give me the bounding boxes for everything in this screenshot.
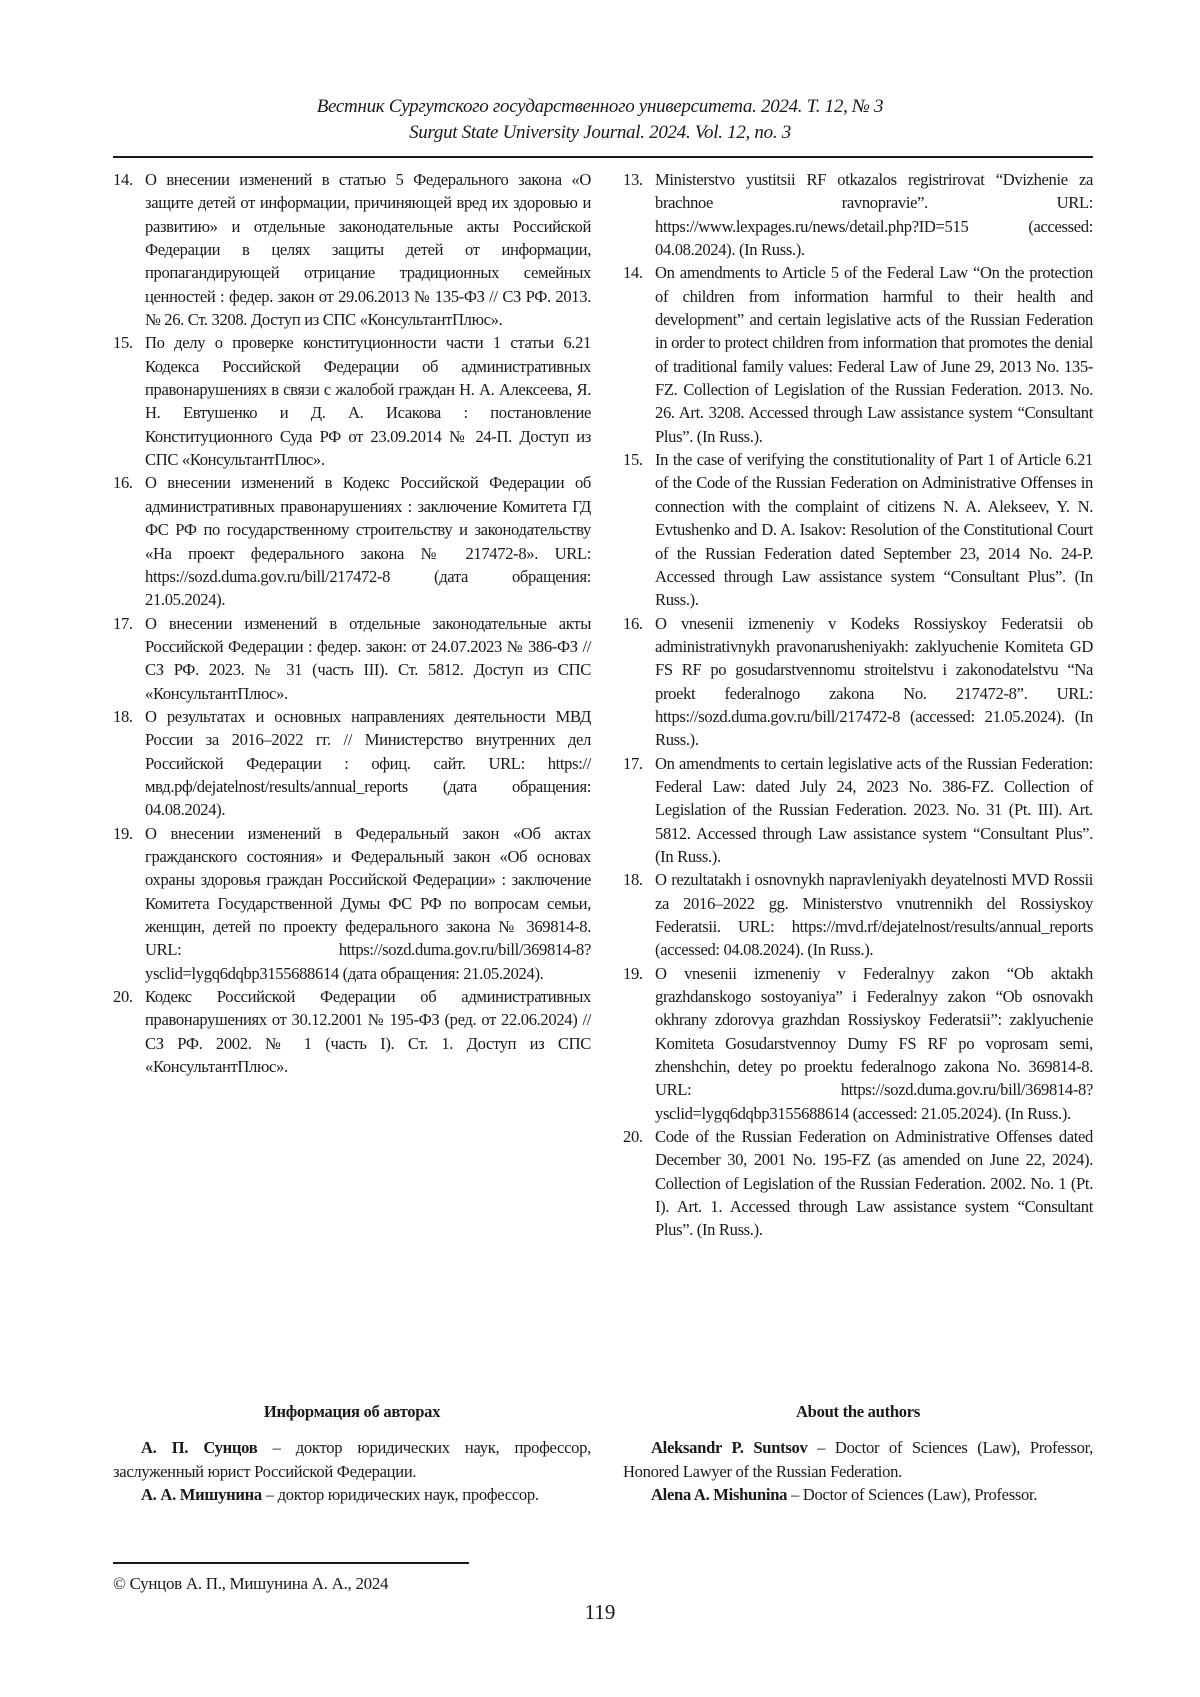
reference-item — [113, 168, 591, 331]
reference-number: 14. — [113, 168, 145, 331]
reference-number: 16. — [113, 471, 145, 611]
reference-text: Ministerstvo yustitsii RF otkazalos registrirovat “Dvizhenie za brachnoe ravnopravie”. URL: https://www.lexpages.ru/news/detail.php?ID=515 (accessed: 04.08.2024). (In Russ.). — [655, 168, 1093, 261]
reference-item — [623, 448, 1093, 611]
reference-text: On amendments to certain legislative acts of the Russian Federation: Federal Law: dated July 24, 2023 No. 386-FZ. Collection of Legislation of the Russian Federation. 2023. No. 31 (Pt. III). Art. 5812. Accessed through Law assistance system “Consultant Plus”. (In Russ.). — [655, 752, 1093, 869]
author-entry — [113, 1436, 591, 1483]
reference-number: 19. — [113, 822, 145, 985]
reference-item — [113, 331, 591, 471]
reference-text: О внесении изменений в статью 5 Федерального закона «О защите детей от информации, причиняющей вред их здоровью и развитию» и отдельные законодательные акты Российской Федерации в целях защиты детей от информации, пропагандирующей отрицание традиционных семейных ценностей : федер. закон от 29.06.2013 № 135-ФЗ // СЗ РФ. 2013. № 26. Ст. 3208. Доступ из СПС «КонсультантПлюс». — [145, 168, 591, 331]
reference-item — [113, 705, 591, 822]
reference-number: 18. — [623, 868, 655, 961]
reference-item — [113, 612, 591, 705]
reference-item — [623, 261, 1093, 448]
authors-heading-ru: Информация об авторах — [113, 1400, 591, 1423]
author-description: – Doctor of Sciences (Law), Professor. — [787, 1485, 1037, 1504]
author-description: – доктор юридических наук, профессор, заслуженный юрист Российской Федерации. — [113, 1438, 591, 1480]
reference-item — [623, 752, 1093, 869]
reference-number: 15. — [113, 331, 145, 471]
reference-number: 20. — [623, 1125, 655, 1242]
journal-title-en: Surgut State University Journal. 2024. Vol. 12, no. 3 — [0, 120, 1200, 146]
reference-number: 16. — [623, 612, 655, 752]
reference-number: 15. — [623, 448, 655, 611]
author-description: – Doctor of Sciences (Law), Professor, Honored Lawyer of the Russian Federation. — [623, 1438, 1093, 1480]
authors-heading-en: About the authors — [623, 1400, 1093, 1423]
reference-text: O rezultatakh i osnovnykh napravleniyakh deyatelnosti MVD Rossii za 2016–2022 gg. Ministerstvo vnutrennikh del Rossiyskoy Federatsii. URL: https://mvd.rf/dejatelnost/results/annual_reports (accessed: 04.08.2024). (In Russ.). — [655, 868, 1093, 961]
header-rule — [113, 156, 1093, 158]
authors-info-en — [623, 1400, 1093, 1506]
reference-number: 20. — [113, 985, 145, 1078]
reference-item — [113, 471, 591, 611]
reference-text: О внесении изменений в Кодекс Российской Федерации об административных правонарушениях : заключение Комитета ГД ФС РФ по государственному строительству и законодательству «На проект федерального закона № 217472-8». URL: https://sozd.duma.gov.ru/bill/217472-8 (дата обращения: 21.05.2024). — [145, 471, 591, 611]
copyright-note: © Сунцов А. П., Мишунина А. А., 2024 — [113, 1574, 388, 1594]
reference-item — [113, 985, 591, 1078]
reference-item — [623, 168, 1093, 261]
reference-text: Кодекс Российской Федерации об административных правонарушениях от 30.12.2001 № 195-ФЗ (ред. от 22.06.2024) // СЗ РФ. 2002. № 1 (часть I). Ст. 1. Доступ из СПС «КонсультантПлюс». — [145, 985, 591, 1078]
reference-text: По делу о проверке конституционности части 1 статьи 6.21 Кодекса Российской Федерации об административных правонарушениях в связи с жалобой граждан Н. А. Алексеева, Я. Н. Евтушенко и Д. А. Исакова : постановление Конституционного Суда РФ от 23.09.2014 № 24-П. Доступ из СПС «КонсультантПлюс». — [145, 331, 591, 471]
reference-item — [623, 868, 1093, 961]
running-header — [0, 94, 1200, 146]
reference-text: O vnesenii izmeneniy v Kodeks Rossiyskoy Federatsii ob administrativnykh pravonarusheniyakh: zaklyuchenie Komiteta GD FS RF po gosudarstvennomu stroitelstvu i zakonodatelstvu “Na proekt federalnogo zakona No. 217472-8”. URL: https://sozd.duma.gov.ru/bill/217472-8 (accessed: 21.05.2024). (In Russ.). — [655, 612, 1093, 752]
reference-text: О внесении изменений в Федеральный закон «Об актах гражданского состояния» и Федеральный закон «Об основах охраны здоровья граждан Российской Федерации» : заключение Комитета Государственной Думы ФС РФ по вопросам семьи, женщин, детей по проекту федерального закона № 369814-8. URL: https://sozd.duma.gov.ru/bill/369814-8?ysclid=lygq6dqbp3155688614 (дата обращения: 21.05.2024). — [145, 822, 591, 985]
reference-number: 17. — [113, 612, 145, 705]
author-entry — [113, 1483, 591, 1506]
reference-text: In the case of verifying the constitutionality of Part 1 of Article 6.21 of the Code of the Russian Federation on Administrative Offenses in connection with the complaint of citizens N. A. Alekseev, Y. N. Evtushenko and D. A. Isakov: Resolution of the Constitutional Court of the Russian Federation dated September 23, 2014 No. 24-P. Accessed through Law assistance system “Consultant Plus”. (In Russ.). — [655, 448, 1093, 611]
reference-number: 14. — [623, 261, 655, 448]
journal-title-ru: Вестник Сургутского государственного университета. 2024. Т. 12, № 3 — [0, 94, 1200, 120]
page-number: 119 — [0, 1600, 1200, 1625]
footnote-rule — [113, 1562, 469, 1564]
author-name: А. П. Сунцов — [141, 1438, 257, 1457]
author-name: Alena A. Mishunina — [651, 1485, 787, 1504]
reference-item — [623, 1125, 1093, 1242]
references-ru — [113, 168, 591, 1078]
reference-text: О результатах и основных направлениях деятельности МВД России за 2016–2022 гг. // Министерство внутренних дел Российской Федерации : офиц. сайт. URL: https://мвд.рф/dejatelnost/results/annual_reports (дата обращения: 04.08.2024). — [145, 705, 591, 822]
reference-number: 17. — [623, 752, 655, 869]
reference-text: On amendments to Article 5 of the Federal Law “On the protection of children from information harmful to their health and development” and certain legislative acts of the Russian Federation in order to protect children from information that promotes the denial of traditional family values: Federal Law of June 29, 2013 No. 135-FZ. Collection of Legislation of the Russian Federation. 2013. No. 26. Art. 3208. Accessed through Law assistance system “Consultant Plus”. (In Russ.). — [655, 261, 1093, 448]
reference-text: Code of the Russian Federation on Administrative Offenses dated December 30, 2001 No. 195-FZ (as amended on June 22, 2024). Collection of Legislation of the Russian Federation. 2002. No. 1 (Pt. I). Art. 1. Accessed through Law assistance system “Consultant Plus”. (In Russ.). — [655, 1125, 1093, 1242]
reference-item — [113, 822, 591, 985]
author-entry — [623, 1483, 1093, 1506]
reference-text: O vnesenii izmeneniy v Federalnyy zakon “Ob aktakh grazhdanskogo sostoyaniya” i Federalnyy zakon “Ob osnovakh okhrany zdorovya grazhdan Rossiyskoy Federatsii”: zaklyuchenie Komiteta Gosudarstvennoy Dumy FS RF po voprosam semi, zhenshchin, detey po proektu federalnogo zakona No. 369814-8. URL: https://sozd.duma.gov.ru/bill/369814-8?ysclid=lygq6dqbp3155688614 (accessed: 21.05.2024). (In Russ.). — [655, 962, 1093, 1125]
author-name: Aleksandr P. Suntsov — [651, 1438, 808, 1457]
reference-text: О внесении изменений в отдельные законодательные акты Российской Федерации : федер. закон: от 24.07.2023 № 386-ФЗ // СЗ РФ. 2023. № 31 (часть III). Ст. 5812. Доступ из СПС «КонсультантПлюс». — [145, 612, 591, 705]
reference-number: 19. — [623, 962, 655, 1125]
reference-item — [623, 612, 1093, 752]
author-entry — [623, 1436, 1093, 1483]
author-description: – доктор юридических наук, профессор. — [262, 1485, 539, 1504]
reference-number: 13. — [623, 168, 655, 261]
author-name: А. А. Мишунина — [141, 1485, 262, 1504]
references-en — [623, 168, 1093, 1242]
authors-info-ru — [113, 1400, 591, 1506]
reference-item — [623, 962, 1093, 1125]
reference-number: 18. — [113, 705, 145, 822]
